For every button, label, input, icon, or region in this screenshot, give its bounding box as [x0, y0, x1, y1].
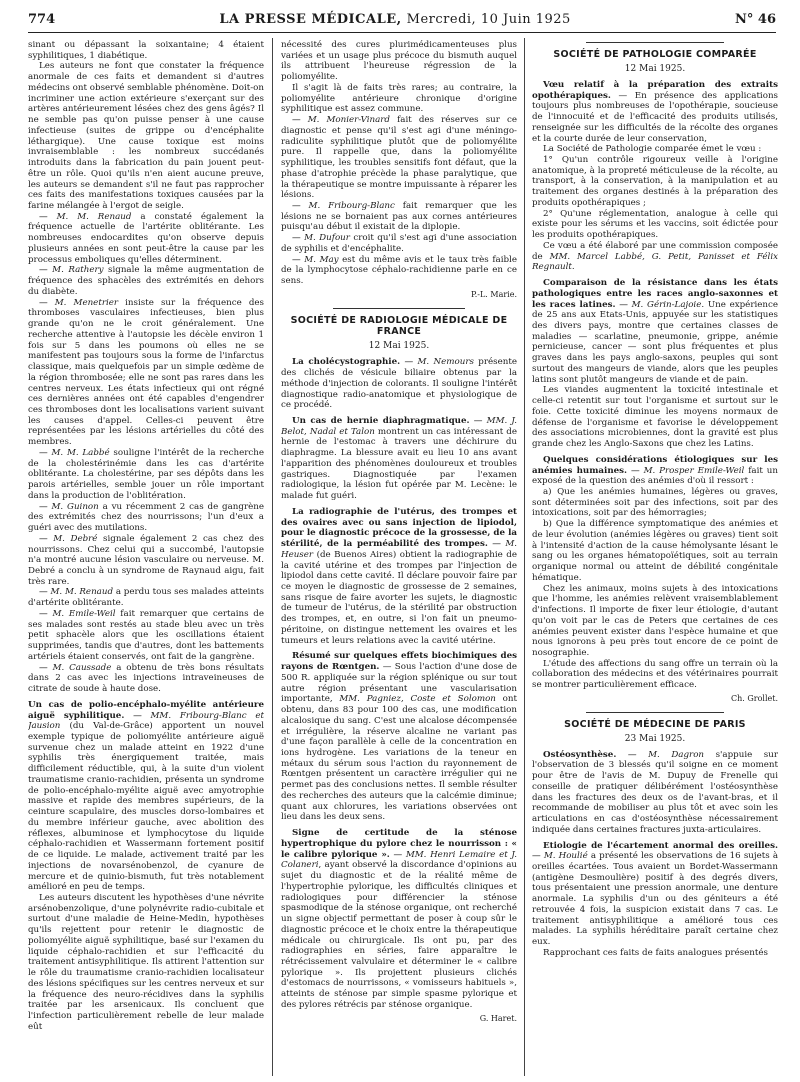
paragraph-text: fait remarquer que certains de ses malades sont restés au stade bleu avec un très petit sphacèle alors que les oscillations étaient supprimées, tandis que d'autres, dont les battements artériels étaient conservés, ont fait de la gangrène.: [28, 608, 264, 662]
issue-date: Mercredi, 10 Juin 1925: [406, 11, 571, 27]
paragraph-text: a présenté les observations de 16 sujets à oreilles écartées. Tous avaient un Bordet-Wassermann (antigène Desmoulière) positif à des degrés divers, tous présentaient une pression anormale, une denture anormale. La syphilis d'un ou des géniteurs a été retrouvée 4 fois, la suspicion existait dans 7 cas. Le traitement antisyphilitique a amélioré tous ces malades. La syphilis héréditaire paraît certaine chez eux.: [532, 851, 778, 948]
author-names: — M. Gérin-Lajoie: [615, 299, 702, 310]
paragraph: [532, 455, 778, 487]
article-title: Comparaison de la résistance dans les états pathologiques entre les races anglo-saxonnes et les races latines.: [532, 278, 778, 310]
column-1: [28, 40, 264, 1076]
article-title: Ostéosynthèse.: [543, 749, 617, 760]
paragraph-text: fait des réserves sur ce diagnostic et pense qu'il s'est agi d'une méningo-radiculite syphilitique plutôt que de poliomyélite pure. Il rappelle que, dans la poliomyélite syphilitique, les troubles sensitifs font défaut, que la phase d'atrophie précède la phase paralytique, que la thérapeutique se montre impuissante à réparer les lésions.: [281, 115, 517, 201]
paragraph: L'étude des affections du sang offre un terrain où la collaboration des médecins et des vétérinaires pourrait se montrer particulièrement efficace.: [532, 658, 778, 691]
paragraph: La Société de Pathologie comparée émet le vœu :: [543, 144, 762, 155]
paragraph-text: signale également 2 cas chez des nourrissons. Chez celui qui a succombé, l'autopsie n'a montré aucune lésion vasculaire ou nerveuse. M. Debré a conclu à un syndrome de Raynaud aigu, fait très rare.: [28, 533, 264, 587]
paragraph: [28, 448, 264, 502]
paragraph: [281, 416, 517, 502]
author-names: — M. Houlié: [532, 851, 588, 862]
speaker-name: — M. Dufour: [292, 233, 350, 244]
paragraph-text: est du même avis et le taux très faible de la lymphocytose céphalo-rachidienne parle en ce sens.: [281, 254, 517, 287]
article-title: Signe de certitude de la sténose hypertrophique du pylore chez le nourrisson : « le calibre pylorique ».: [281, 828, 517, 860]
author-names: — M. Prosper Emile-Weil: [627, 465, 745, 476]
speaker-name: — M. Caussade: [39, 662, 112, 673]
page-header: [28, 6, 776, 33]
paragraph: [532, 80, 778, 144]
paragraph: [28, 534, 264, 588]
speaker-name: — M. M. Renaud: [39, 211, 132, 222]
article-title: Vœu relatif à la préparation des extraits opothérapiques.: [532, 79, 778, 101]
journal-title: [219, 12, 571, 27]
paragraph-text: signale la même augmentation de fréquence des sphacèles des extrémités en dehors du diabète.: [28, 265, 264, 297]
paragraph: [532, 750, 778, 836]
journal-name: LA PRESSE MÉDICALE,: [219, 11, 402, 27]
paragraph: [281, 507, 517, 647]
paragraph: Il s'agit là de faits très rares; au contraire, la poliomyélite antérieure chronique d'origine syphilitique est assez commune.: [281, 82, 517, 115]
paragraph-text: insiste sur la fréquence des thromboses vasculaires infectieuses, bien plus grande qu'on ne le croit généralement. Une recherche attentive à l'autopsie les décèle environ 1 fois sur 5 dans les poumons où elles ne se manifestent pas toujours sous la forme de l'infarctus classique, mais quelquefois par un simple œdème de la région thrombosée; elle ne sont pas rares dans les centres nerveux. Les états infectieux qui ont régné ces dernières années ont été capables d'engendrer ces thromboses dont les localisations varient suivant les causes d'appel. Celles-ci peuvent être représentées par les lésions artérielles du côté des membres.: [28, 297, 264, 448]
paragraph: [281, 233, 517, 254]
article-title: La cholécystographie.: [292, 357, 401, 368]
column-2: [281, 40, 517, 1076]
paragraph: 2° Qu'une réglementation, analogue à celle qui existe pour les sérums et les vaccins, soit édictée pour les produits opothérapiques.: [532, 208, 778, 241]
section-divider: [586, 712, 724, 713]
paragraph: Les auteurs discutent les hypothèses d'une névrite arsénobenzolique, d'une polynévrite radio-cubitale et surtout d'une maladie de Heine-Medin, hypothèses qu'ils rejettent pour retenir le diagnostic de poliomyélite aiguë syphilitique, basé sur l'examen du liquide céphalo-rachidien et sur l'efficacité du traitement antisyphilitique. Ils attirent l'attention sur le rôle du traumatisme cranio-rachidien localisateur des lésions spécifiques sur les centres nerveux et sur la fréquence des neuro-récidives dans la syphilis traitée par les arsenicaux. Ils concluent que l'infection particulièrement rebelle de leur malade eût: [28, 893, 264, 1032]
paragraph: [281, 357, 517, 411]
column-divider: [272, 38, 273, 1076]
section-title: SOCIÉTÉ DE MÉDECINE DE PARIS: [564, 718, 746, 730]
signature: P.-L. Marie.: [470, 289, 517, 299]
speaker-name: — M. Monier-Vinard: [292, 115, 390, 126]
paragraph-text: a perdu tous ses malades atteints d'artérite oblitérante.: [28, 587, 264, 609]
paragraph-text: a vu récemment 2 cas de gangrène des extrémités chez des nourrissons; l'un d'eux a guéri avec des mutilations.: [28, 501, 264, 534]
paragraph-text: . Une expérience de 25 ans aux Etats-Unis, appuyée sur les statistiques des divers pays, montre que certaines classes de maladies — scarlatine, pneumonie, grippe, anémie pernicieuse, cancer — sont plus fréquentes et plus graves dans les pays anglo-saxons, peuples qui sont surtout des mangeurs de viande, alors que les peuples latins sont plutôt mangeurs de viande et de pain.: [532, 299, 778, 385]
paragraph-text: — En présence des applications toujours plus nombreuses de l'opothérapie, soucieuse de l'innocuité et de l'efficacité des produits utilisés, renseignée sur les difficultés de la récolte des organes et la courte durée de leur conservation,: [532, 90, 778, 144]
article-title: Quelques considérations étiologiques sur les anémies humaines.: [532, 454, 778, 476]
paragraph-text: fait un exposé de la question des anémies d'où il ressort :: [532, 465, 778, 487]
speaker-name: — M. May: [292, 254, 339, 265]
paragraph-text: fait remarquer que les lésions ne se bornaient pas aux cornes antérieures puisqu'au début il existait de la diplopie.: [281, 201, 517, 233]
issue-number: N° 46: [735, 11, 776, 27]
paragraph: [28, 700, 264, 893]
paragraph: [28, 609, 264, 663]
paragraph: Chez les animaux, moins sujets à des intoxications que l'homme, les anémies relèvent vraisemblablement d'infections. Il importe de fixer leur étiologie, d'autant qu'on voit par le cas de Peters que certaines de ces anémies peuvent exister dans l'espèce humaine et que nous ignorons à peu près tout encore de ce point de nosographie.: [532, 583, 778, 659]
paragraph-text: , ayant observé la discordance d'opinions au sujet du diagnostic et de la réalité même de l'hypertrophie pylorique, les difficultés cliniques et radiologiques pour différencier la sténose spasmodique de la sténose organique, ont recherché un signe objectif permettant de poser à coup sûr le diagnostic précoce et le choix entre la thérapeutique médicale ou chirurgicale. Ils ont pu, par des radiographies en séries, faire apparaître le rétrécissement valvulaire et déterminer le « calibre pylorique ». Ils projettent plusieurs clichés d'estomacs de nourrissons, « vomisseurs habituels », atteints de sténose par simple spasme pylorique et des pylores rétrécis par sténose organique.: [281, 860, 517, 1010]
article-title: Etiologie de l'écartement anormal des oreilles.: [543, 840, 778, 851]
author-names: — M. Heuser: [281, 539, 517, 560]
paragraph-text: (de Buenos Aires) obtient la radiographie de la cavité utérine et des trompes par l'injection de lipiodol dans cette cavité. Il déclare pouvoir faire par ce moyen le diagnostic de grossesse de 2 semaines, sans risque de faire avorter les sujets, le diagnostic de tumeur de l'utérus, de la stérilité par obstruction des trompes, et, en outre, si l'on fait un pneumo-péritoine, on distingue nettement les ovaires et les tumeurs et leurs relations avec la cavité utérine.: [281, 549, 517, 646]
paragraph: [28, 663, 264, 695]
article-title: La radiographie de l'utérus, des trompes et des ovaires avec ou sans injection de lipiodol, pour le diagnostic précoce de la grossesse, de la stérilité, de la perméabilité des trompes.: [281, 506, 517, 550]
column-3: [532, 40, 778, 1076]
paragraph: [532, 278, 778, 385]
article-title: Résumé sur quelques effets biochimiques des rayons de Rœntgen.: [281, 651, 517, 673]
signature: Ch. Grollet.: [731, 693, 778, 703]
author-names: — M. Dagron: [616, 749, 705, 760]
speaker-name: — M. Emile-Weil: [39, 608, 116, 619]
paragraph: nécessité des cures plurimédicamenteuses plus variées et un usage plus précoce du bismuth auquel ils attribuent l'heureuse régression de la poliomyélite.: [281, 40, 517, 83]
paragraph-text: présente des clichés de vésicule biliaire obtenus par la méthode d'injection de colorants. Il souligne l'intérêt diagnostique radio-anatomique et physiologique de ce procédé.: [281, 357, 517, 411]
speaker-name: — M. M. Labbé: [39, 447, 110, 458]
author-names: MM. Marcel Labbé, G. Petit, Panisset et Félix Regnault: [532, 251, 778, 273]
article-title: Un cas de polio-encéphalo-myélite antérieure aiguë syphilitique.: [28, 699, 264, 721]
section-date: 12 Mai 1925.: [624, 63, 686, 74]
paragraph-text: montrent un cas intéressant de hernie de l'estomac à travers une déchirure du diaphragme. La blessure avait eu lieu 10 ans avant l'apparition des phénomènes douloureux et troubles gastriques. Diagnostiquée par l'examen radiologique, la lésion fut opérée par M. Lecène: le malade fut guéri.: [281, 426, 517, 502]
author-names: — M. Nemours: [400, 357, 474, 368]
paragraph: [532, 241, 778, 273]
paragraph: Les auteurs ne font que constater la fréquence anormale de ces faits et demandent si d'autres médecins ont observé semblable phénomène. Doit-on incriminer une action extérieure s'exerçant sur des artères antérieurement lésées chez des gens âgés? Il ne semble pas qu'on puisse penser à une cause infectieuse (suites de grippe ou d'encéphalite léthargique). Une cause toxique est moins invraisemblable : les nombreux succédanés introduits dans la fabrication du pain jouent peut-être un rôle. Quoi qu'ils n'en aient aucune preuve, les auteurs se demandent s'il ne faut pas rapprocher ces faits des manifestations toxiques causées par la farine mélangée à l'ergot de seigle.: [28, 61, 264, 212]
author-names: — MM. Henri Lemaire et J. Colaneri: [281, 849, 517, 871]
paragraph: [28, 212, 264, 266]
page-number: 774: [28, 11, 56, 27]
paragraph: [28, 298, 264, 448]
paragraph: b) Que la différence symptomatique des anémies et de leur évolution (anémies légères ou graves) tient soit à l'intensité d'action de la cause hémolysante lésant le sang ou les organes hématopoïétiques, soit au terrain organique normal ou atteint de débilité congénitale hématique.: [532, 519, 778, 583]
paragraph-text: Ce vœu a été élaboré par une commission composée de: [532, 240, 778, 262]
speaker-name: — M. Menetrier: [39, 297, 119, 308]
paragraph: 1° Qu'un contrôle rigoureux veille à l'origine anatomique, à la propreté méticuleuse de la récolte, au transport, à la conservation, à la manipulation et au traitement des organes destinés à la préparation des produits opothérapiques ;: [532, 154, 778, 208]
paragraph-text: .: [571, 262, 575, 273]
paragraph-text: a obtenu de très bons résultats dans 2 cas avec les injections intraveineuses de citrate de soude à haute dose.: [28, 662, 264, 695]
paragraph: [281, 255, 517, 287]
section-divider: [586, 42, 724, 43]
paragraph-text: (du Val-de-Grâce) apportent un nouvel exemple typique de poliomyélite antérieure aiguë survenue chez un malade atteint en 1922 d'une syphilis très énergiquement traitée, mais difficilement réductible, qui, à la suite d'un violent traumatisme cranio-rachidien, présenta un syndrome de polio-encéphalo-myélite aiguë avec amyotrophie massive et rapide des membres supérieurs, de la ceinture scapulaire, des muscles dorso-lombaires et du membre inférieur gauche, avec abolition des réflexes, albuminose et lymphocytose du liquide céphalo-rachidien et Wassermann fortement positif de ce liquide. Le malade, activement traité par les injections de novarsénobenzol, de cyanure de mercure et de quinio-bismuth, fut très notablement amélioré en peu de temps.: [28, 721, 264, 893]
paragraph: [281, 115, 517, 201]
author-names: — MM. J. Belot, Nadal et Talon: [281, 415, 517, 437]
author-names: — MM. Fribourg-Blanc et Jausion: [28, 710, 264, 732]
paragraph: [28, 502, 264, 534]
column-divider: [524, 38, 525, 1076]
paragraph: Rapprochant ces faits de faits analogues présentés: [543, 947, 768, 958]
article-title: Un cas de hernie diaphragmatique.: [292, 415, 470, 426]
speaker-name: — M. Rathery: [39, 265, 104, 276]
section-title: SOCIÉTÉ DE RADIOLOGIE MÉDICALE DE FRANCE: [290, 314, 508, 338]
section-date: 12 Mai 1925.: [368, 341, 430, 352]
paragraph: [28, 265, 264, 297]
speaker-name: — M. Fribourg-Blanc: [292, 201, 395, 212]
paragraph: [281, 828, 517, 1010]
paragraph: [28, 587, 264, 608]
author-names: MM. Pagniez, Coste et Solomon: [339, 694, 496, 705]
speaker-name: — M. Guinon: [39, 501, 99, 512]
speaker-name: — M. Debré: [39, 533, 98, 544]
paragraph-text: ont obtenu, dans 83 pour 100 des cas, une modification alcalosique du sang. C'est une alcalose décompensée et irrégulière, la réserve alcaline ne variant pas d'une façon parallèle à celle de la concentration en ions hydrogène. Les variations de la teneur en métaux du sérum sous l'action du rayonnement de Rœntgen présentent un caractère irrégulier qui ne permet pas des conclusions nettes. Il semble résulter des recherches des auteurs que la calcémie diminue; quant aux chlorures, les variations observées ont lieu dans les deux sens.: [281, 694, 517, 823]
section-title: SOCIÉTÉ DE PATHOLOGIE COMPARÉE: [553, 49, 757, 60]
paragraph: [281, 651, 517, 823]
paragraph-text: croit qu'il s'est agi d'une association de syphilis et d'encéphalite.: [281, 233, 517, 254]
paragraph-text: — Sous l'action d'une dose de 500 R. appliquée sur la région splénique ou sur tout autre région présentant une vascularisation importante,: [281, 662, 517, 705]
signature: G. Haret.: [479, 1013, 517, 1023]
paragraph-text: souligne l'intérêt de la recherche de la cholestérinémie dans les cas d'artérite oblitérante. La cholestérine, par ses dépôts dans les parois artérielles, semble jouer un rôle important dans la production de l'oblitération.: [28, 447, 264, 501]
section-divider: [333, 308, 465, 309]
paragraph: Les viandes augmentent la toxicité intestinale et celle-ci retentit sur tout l'organisme et surtout sur le foie. Cette toxicité diminue les moyens normaux de défense de l'organisme et favorise le développement des associations microbiennes, dont la gravité est plus grande chez les Anglo-Saxons que chez les Latins.: [532, 385, 778, 450]
paragraph-text: a constaté également la fréquence actuelle de l'artérite oblitérante. Les nombreuses endocardites qu'on observe depuis plusieurs années en sont peut-être la cause par les processus emboliques qu'elles déterminent.: [28, 211, 264, 265]
speaker-name: — M. M. Renaud: [39, 587, 114, 598]
paragraph: a) Que les anémies humaines, légères ou graves, sont déterminées soit par des infections, soit par des intoxications, soit par des hémorragies;: [532, 487, 778, 519]
paragraph: [281, 201, 517, 233]
paragraph: sinant ou dépassant la soixantaine; 4 étaient syphilitiques, 1 diabétique.: [28, 40, 264, 61]
paragraph-text: s'appuie sur l'observation de 3 blessés qu'il soigne en ce moment pour être de l'avis de M. Dupuy de Frenelle qui conseille de pratiquer délibérément l'ostéosynthèse dans les fractures des deux os de l'avant-bras, et il recommande de mobiliser au plus tôt et avec soin les articulations en cas d'ostéosynthèse nécessairement indiquée dans certaines fractures juxta-articulaires.: [532, 749, 778, 835]
paragraph: [532, 841, 778, 948]
section-date: 23 Mai 1925.: [624, 733, 686, 744]
